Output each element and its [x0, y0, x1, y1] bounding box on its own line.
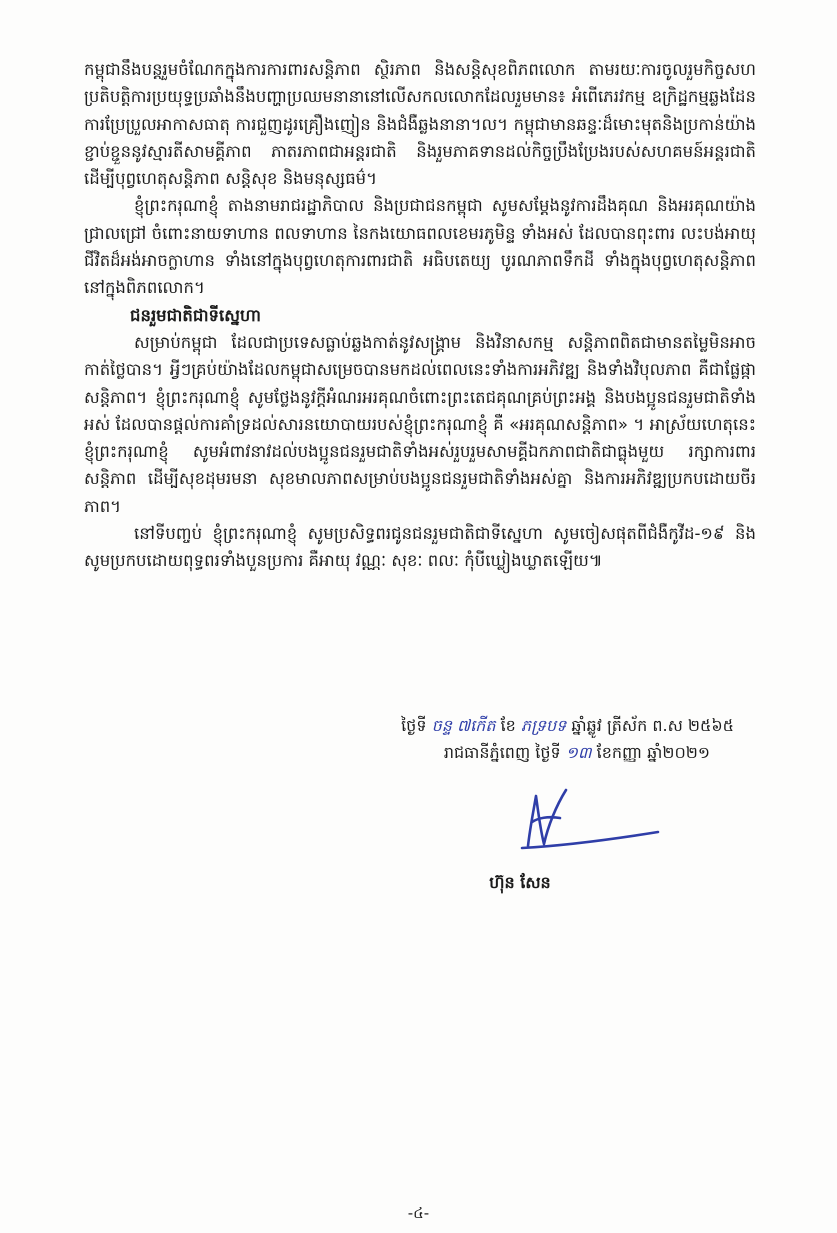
- place-date-prefix: រាជធានីភ្នំពេញ ថ្ងៃទី: [443, 743, 561, 762]
- handwritten-month: ភទ្របទ: [520, 716, 567, 735]
- month-year-text: ខែកញ្ញា ឆ្នាំ២០២១: [596, 743, 710, 762]
- handwritten-date: ១៣: [565, 743, 592, 762]
- handwritten-day: ចន្ទ ៧កើត: [431, 716, 496, 735]
- month-label: ខែ: [500, 716, 516, 735]
- signature-mark: [508, 788, 668, 858]
- date-prefix: ថ្ងៃទី: [401, 716, 427, 735]
- paragraph-3: សម្រាប់កម្ពុជា ដែលជាប្រទេសធ្លាប់ឆ្លងកាត់នូវសង្គ្រាម និងវិនាសកម្ម សន្តិភាពពិតជាមានតម្លៃមិនអាចកាត់ថ្លៃបាន។ អ្វីៗគ្រប់យ៉ាងដែលកម្ពុជាសម្រេចបានមកដល់ពេលនេះទាំងការអភិវឌ្ឍ និងទាំងវិបុលភាព គឺជាផ្លែផ្កាសន្តិភាព។ ខ្ញុំព្រះករុណាខ្ញុំ សូមថ្លែងនូវក្តីអំណរអរគុណចំពោះព្រះតេជគុណគ្រប់ព្រះអង្គ និងបងប្អូនជនរួមជាតិទាំងអស់ ដែលបានផ្តល់ការគាំទ្រដល់សារនយោបាយរបស់ខ្ញុំព្រះករុណាខ្ញុំ គឺ «អរគុណសន្តិភាព» ។ អាស្រ័យហេតុនេះ ខ្ញុំព្រះករុណាខ្ញុំ សូមអំពាវនាវដល់បងប្អូនជនរួមជាតិទាំងអស់រួបរួមសាមគ្គីឯកភាពជាតិជាធ្លុងមួយ រក្សាការពារសន្តិភាព ដើម្បីសុខដុមរមនា សុខមាលភាពសម្រាប់បងប្អូនជនរួមជាតិទាំងអស់គ្នា និងការអភិវឌ្ឍប្រកបដោយចីរភាព។: [84, 332, 756, 516]
- paragraph-1: កម្ពុជានឹងបន្តរួមចំណែកក្នុងការការពារសន្តិភាព ស្ថិរភាព និងសន្តិសុខពិភពលោក តាមរយៈការចូលរួមកិច្ចសហប្រតិបត្តិការប្រយុទ្ធប្រឆាំងនឹងបញ្ហាប្រឈមនានានៅលើសកលលោកដែលរួមមាន៖ អំពើភេរវកម្ម ឧក្រិដ្ឋកម្មឆ្លងដែន ការប្រែប្រួលអាកាសធាតុ ការជួញដូរគ្រឿងញៀន និងជំងឺឆ្លងនានា។ល។ កម្ពុជាមានឆន្ទៈដ៏មោះមុតនិងប្រកាន់យ៉ាងខ្ជាប់ខ្ជួននូវស្មារតីសាមគ្គីភាព ភាតរភាពជាអន្តរជាតិ និងរួមភាគទានដល់កិច្ចប្រឹងប្រែងរបស់សហគមន៍អន្តរជាតិ ដើម្បីបុព្វហេតុសន្តិភាព សន្តិសុខ និងមនុស្សធម៌។: [84, 60, 756, 189]
- letter-body: [84, 56, 756, 575]
- year-text: ឆ្នាំឆ្លូវ ត្រីស័ក ព.ស ២៥៦៥: [571, 716, 734, 735]
- page-number: -៤-: [407, 1204, 430, 1222]
- paragraph-2: ខ្ញុំព្រះករុណាខ្ញុំ តាងនាមរាជរដ្ឋាភិបាល និងប្រជាជនកម្ពុជា សូមសម្តែងនូវការដឹងគុណ និងអរគុណយ៉ាងជ្រាលជ្រៅ ចំពោះនាយទាហាន ពលទាហាន នៃកងយោធពលខេមរភូមិន្ទ ទាំងអស់ ដែលបានពុះពារ លះបង់អាយុជីវិតដ៏អង់អាចក្លាហាន ទាំងនៅក្នុងបុព្វហេតុការពារជាតិ អធិបតេយ្យ បូរណភាពទឹកដី ទាំងក្នុងបុព្វហេតុសន្តិភាពនៅក្នុងពិភពលោក។: [84, 196, 756, 298]
- section-heading: ជនរួមជាតិជាទីស្នេហា: [130, 305, 261, 325]
- date-block: [300, 712, 770, 766]
- lunar-date-line: [300, 712, 770, 739]
- paragraph-4: នៅទីបញ្ចប់ ខ្ញុំព្រះករុណាខ្ញុំ សូមប្រសិទ្ធពរជូនជនរួមជាតិជាទីស្នេហា សូមចៀសផុតពីជំងឺកូវីដ-១៩ និងសូមប្រកបដោយពុទ្ធពរទាំងបួនប្រការ គឺអាយុ វណ្ណៈ សុខៈ ពលៈ កុំបីឃ្លៀងឃ្លាតឡើយ៕: [84, 524, 756, 571]
- solar-date-line: [300, 739, 770, 766]
- signer-name: ហ៊ុន សែន: [489, 873, 551, 892]
